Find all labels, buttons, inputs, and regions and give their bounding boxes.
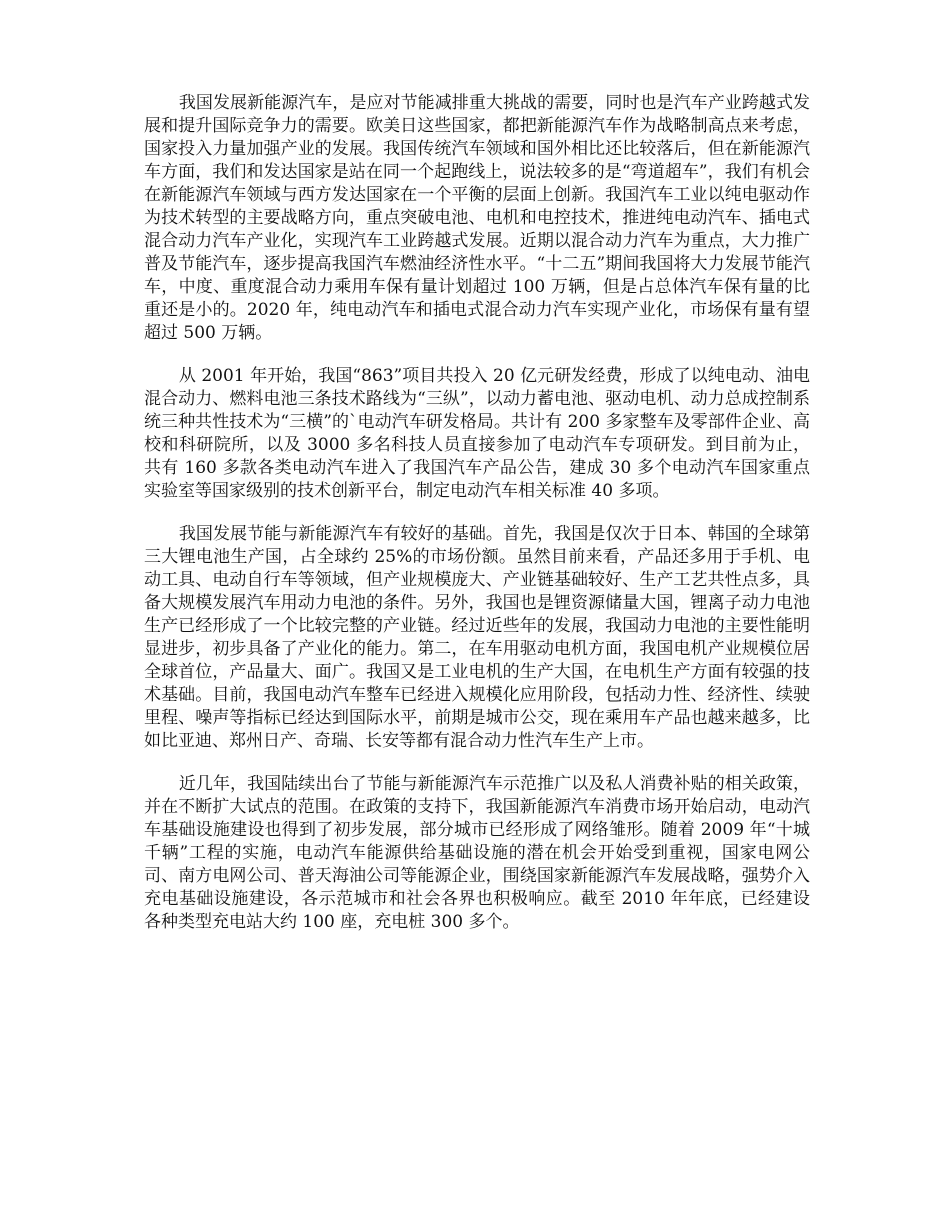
paragraph-2: 从 2001 年开始，我国“863”项目共投入 20 亿元研发经费，形成了以纯电动、油电混合动力、燃料电池三条技术路线为“三纵”，以动力蓄电池、驱动电机、动力总成控制系统三种共性技术为“三横”的`电动汽车研发格局。共计有 200 多家整车及零部件企业、高校和科研院所，以及 3000 多名科技人员直接参加了电动汽车专项研发。到目前为止，共有 160 多款各类电动汽车进入了我国汽车产品公告，建成 30 多个电动汽车国家重点实验室等国家级别的技术创新平台，制定电动汽车相关标准 40 多项。 — [144, 366, 810, 501]
document-body — [144, 92, 810, 954]
paragraph-3: 我国发展节能与新能源汽车有较好的基础。首先，我国是仅次于日本、韩国的全球第三大锂电池生产国，占全球约 25%的市场份额。虽然目前来看，产品还多用于手机、电动工具、电动自行车等领域，但产业规模庞大、产业链基础较好、生产工艺共性点多，具备大规模发展汽车用动力电池的条件。另外，我国也是锂资源储量大国，锂离子动力电池生产已经形成了一个比较完整的产业链。经过近些年的发展，我国动力电池的主要性能明显进步，初步具备了产业化的能力。第二，在车用驱动电机方面，我国电机产业规模位居全球首位，产品量大、面广。我国又是工业电机的生产大国，在电机生产方面有较强的技术基础。目前，我国电动汽车整车已经进入规模化应用阶段，包括动力性、经济性、续驶里程、噪声等指标已经达到国际水平，前期是城市公交，现在乘用车产品也越来越多，比如比亚迪、郑州日产、奇瑞、长安等都有混合动力性汽车生产上市。 — [144, 524, 810, 751]
paragraph-1: 我国发展新能源汽车，是应对节能减排重大挑战的需要，同时也是汽车产业跨越式发展和提升国际竞争力的需要。欧美日这些国家，都把新能源汽车作为战略制高点来考虑，国家投入力量加强产业的发展。我国传统汽车领域和国外相比还比较落后，但在新能源汽车方面，我们和发达国家是站在同一个起跑线上，说法较多的是“弯道超车”，我们有机会在新能源汽车领域与西方发达国家在一个平衡的层面上创新。我国汽车工业以纯电驱动作为技术转型的主要战略方向，重点突破电池、电机和电控技术，推进纯电动汽车、插电式混合动力汽车产业化，实现汽车工业跨越式发展。近期以混合动力汽车为重点，大力推广普及节能汽车，逐步提高我国汽车燃油经济性水平。“十二五”期间我国将大力发展节能汽车，中度、重度混合动力乘用车保有量计划超过 100 万辆，但是占总体汽车保有量的比重还是小的。2020 年，纯电动汽车和插电式混合动力汽车实现产业化，市场保有量有望超过 500 万辆。 — [144, 93, 810, 343]
paragraph-4: 近几年，我国陆续出台了节能与新能源汽车示范推广以及私人消费补贴的相关政策，并在不断扩大试点的范围。在政策的支持下，我国新能源汽车消费市场开始启动，电动汽车基础设施建设也得到了初步发展，部分城市已经形成了网络雏形。随着 2009 年“十城千辆”工程的实施，电动汽车能源供给基础设施的潜在机会开始受到重视，国家电网公司、南方电网公司、普天海油公司等能源企业，围绕国家新能源汽车发展战略，强势介入充电基础设施建设，各示范城市和社会各界也积极响应。截至 2010 年年底，已经建设各种类型充电站大约 100 座，充电桩 300 多个。 — [144, 774, 810, 932]
